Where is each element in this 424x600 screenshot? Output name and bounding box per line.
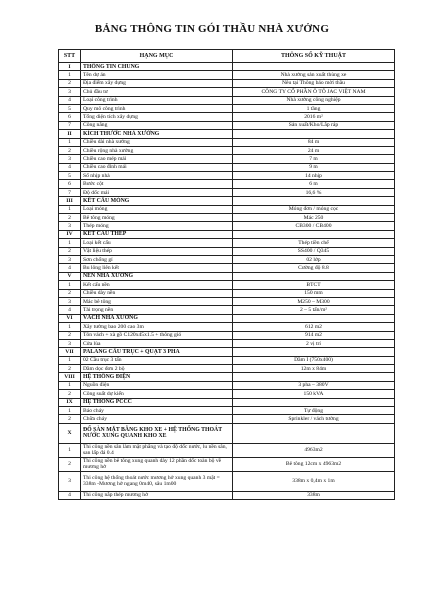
table-row [59,306,395,314]
row-number: III [59,197,81,205]
row-item: Nguồn điện [81,381,233,389]
row-spec: 150 kVA [233,390,395,398]
row-item: Tôn vách + xà gồ C120x45x1.5 + thông gió [81,331,233,339]
table-row [59,289,395,297]
row-spec: 12m x 84m [233,365,395,373]
row-item: Bê tông móng [81,214,233,222]
table-row [59,163,395,171]
row-item: KẾT CẤU MÓNG [81,197,233,205]
table-row [59,323,395,331]
row-spec [233,272,395,280]
row-number: 5 [59,172,81,180]
document-title: BẢNG THÔNG TIN GÓI THẦU NHÀ XƯỞNG [94,23,330,35]
row-number: 1 [59,205,81,213]
row-number: 2 [59,214,81,222]
row-number: 2 [59,331,81,339]
row-number: 2 [59,365,81,373]
row-item: KẾT CẤU THÉP [81,230,233,238]
row-item: Tổng diện tích xây dựng [81,113,233,121]
row-item: Thi công nền sân làm mặt phẳng và tạo độ dốc nước, lu nền sân, san lấp đá 0.4 [81,443,233,457]
row-spec: 7 m [233,155,395,163]
row-item: VÁCH NHÀ XƯỞNG [81,314,233,322]
row-item: Chiều rộng nhà xưởng [81,146,233,154]
row-number: 1 [59,281,81,289]
table-row [59,390,395,398]
row-item: Chiều dài nhà xưởng [81,138,233,146]
row-number: IV [59,230,81,238]
table-row [59,356,395,364]
row-spec [233,130,395,138]
row-item: Loại kết cấu [81,239,233,247]
row-spec: 02 lớp [233,255,395,263]
table-row [59,71,395,79]
row-spec: CÔNG TY CỔ PHẦN Ô TÔ JAC VIỆT NAM [233,88,395,96]
row-number: 2 [59,289,81,297]
row-spec: Thép tiền chế [233,239,395,247]
table-row [59,113,395,121]
row-number: 2 [59,146,81,154]
spec-table [58,49,395,500]
table-row [59,222,395,230]
table-row [59,365,395,373]
table-row [59,381,395,389]
row-number: VII [59,348,81,356]
table-row [59,331,395,339]
table-row [59,138,395,146]
row-number: 2 [59,457,81,471]
row-number: 2 [59,390,81,398]
table-header-row [59,50,395,63]
row-spec: 14 nhịp [233,172,395,180]
row-spec: 914 m2 [233,331,395,339]
row-number: 1 [59,407,81,415]
row-number: 7 [59,121,81,129]
row-spec: 84 m [233,138,395,146]
section-row [59,230,395,238]
row-number: 2 [59,79,81,87]
row-item: HỆ THỐNG ĐIỆN [81,373,233,381]
row-number: 3 [59,155,81,163]
table-row [59,88,395,96]
row-number: 3 [59,255,81,263]
row-number: 6 [59,180,81,188]
row-spec: 2 – 5 tấn/m² [233,306,395,314]
row-spec [233,373,395,381]
table-row [59,415,395,423]
row-spec: M250 – M300 [233,297,395,305]
table-row [59,214,395,222]
row-number: 1 [59,138,81,146]
row-item: Tải trọng nền [81,306,233,314]
row-spec [233,230,395,238]
row-spec: 1 tầng [233,104,395,112]
row-item: KÍCH THƯỚC NHÀ XƯỞNG [81,130,233,138]
row-number: 1 [59,443,81,457]
row-number: 1 [59,71,81,79]
row-spec [233,63,395,71]
table-row [59,247,395,255]
row-number: I [59,63,81,71]
header-stt: STT [59,50,81,63]
row-item: Sơn chống gỉ [81,255,233,263]
row-number: 3 [59,222,81,230]
row-spec: Cường độ 8.8 [233,264,395,272]
row-number: 3 [59,339,81,347]
row-spec: 6 m [233,180,395,188]
row-item: ĐỔ SÀN MẶT BẰNG KHO XE + HỆ THỐNG THOÁT NƯỚC XUNG QUANH KHO XE [81,423,233,443]
row-number: VIII [59,373,81,381]
row-item: Mác bê tông [81,297,233,305]
row-spec: 3 pha – 380V [233,381,395,389]
row-spec: Nhà xưởng công nghiệp [233,96,395,104]
row-item: Độ dốc mái [81,188,233,196]
row-spec [233,398,395,406]
row-item: Công suất dự kiến [81,390,233,398]
section-row [59,314,395,322]
row-item: Xây tường bao 200 cao 3m [81,323,233,331]
section-row [59,130,395,138]
row-number: 7 [59,188,81,196]
row-spec: Nhà xưởng sản xuất thùng xe [233,71,395,79]
row-number: V [59,272,81,280]
row-spec [233,197,395,205]
section-row [59,398,395,406]
row-spec: Sprinkler / vách tường [233,415,395,423]
row-spec [233,348,395,356]
row-number: 4 [59,96,81,104]
row-spec: 150 mm [233,289,395,297]
row-item: Chiều cao mép mái [81,155,233,163]
table-row [59,205,395,213]
row-item: Quy mô công trình [81,104,233,112]
row-number: 5 [59,104,81,112]
row-item: Cửa lùa [81,339,233,347]
table-row [59,155,395,163]
row-spec: 24 m [233,146,395,154]
table-row [59,104,395,112]
row-item: Dầm dọc đơn 2 bộ [81,365,233,373]
table-row [59,407,395,415]
table-row [59,281,395,289]
row-spec: CB300 / CB400 [233,222,395,230]
row-item: Loại công trình [81,96,233,104]
row-number: 2 [59,415,81,423]
row-item: Bước cột [81,180,233,188]
section-row [59,272,395,280]
row-item: Chiều dày nền [81,289,233,297]
section-row [59,348,395,356]
row-item: Thi công nắp thép mương hở [81,491,233,499]
table-row [59,297,395,305]
section-row [59,423,395,443]
row-number: IX [59,398,81,406]
row-item: Số nhịp nhà [81,172,233,180]
row-spec: SS400 / Q345 [233,247,395,255]
row-item: 02 Cầu trục 3 tấn [81,356,233,364]
row-item: Địa điểm xây dựng [81,79,233,87]
row-item: NỀN NHÀ XƯỞNG [81,272,233,280]
header-item: HẠNG MỤC [81,50,233,63]
table-row [59,239,395,247]
table-body [59,63,395,500]
row-item: Chữa cháy [81,415,233,423]
row-item: Thép móng [81,222,233,230]
table-row [59,146,395,154]
table-row [59,264,395,272]
table-row [59,188,395,196]
row-spec: 2 vị trí [233,339,395,347]
row-number: 6 [59,113,81,121]
row-spec: 4963m2 [233,443,395,457]
table-row [59,457,395,471]
row-number: 3 [59,297,81,305]
row-number: 2 [59,247,81,255]
row-number: 4 [59,163,81,171]
row-spec: 9 m [233,163,395,171]
row-number: 1 [59,323,81,331]
row-item: Thi công nền bê tông xung quanh dày 12 phần dốc toàn bộ về mương hở [81,457,233,471]
section-row [59,197,395,205]
row-spec: 16,6 % [233,188,395,196]
table-row [59,180,395,188]
row-spec [233,314,395,322]
row-spec: 2016 m² [233,113,395,121]
section-row [59,373,395,381]
row-number: II [59,130,81,138]
row-number: 1 [59,356,81,364]
row-spec: Bê tông 12cm x 4963m2 [233,457,395,471]
row-spec: 338m x 0,4m x 1m [233,471,395,491]
row-item: Chủ đầu tư [81,88,233,96]
row-number: 4 [59,491,81,499]
row-number: 3 [59,88,81,96]
table-row [59,96,395,104]
row-number: VI [59,314,81,322]
table-row [59,121,395,129]
row-spec: Mác 250 [233,214,395,222]
row-spec: Tự động [233,407,395,415]
row-item: Chiều cao đỉnh mái [81,163,233,171]
row-item: PALANG CẦU TRỤC + QUẠT 3 PHA [81,348,233,356]
header-spec: THÔNG SỐ KỸ THUẬT [233,50,395,63]
row-item: Báo cháy [81,407,233,415]
row-spec: Móng đơn / móng cọc [233,205,395,213]
row-spec: Sản xuất/Kho/Lắp ráp [233,121,395,129]
row-item: Bu lông liên kết [81,264,233,272]
row-spec: Dầm I (750x400) [233,356,395,364]
row-spec: 612 m2 [233,323,395,331]
row-spec: 338m [233,491,395,499]
row-number: X [59,423,81,443]
row-item: Thi công hệ thống thoát nước mương hở xung quanh 3 mặt = 338m -Mương hở ngang 0m40, sâu 1m00 [81,471,233,491]
table-row [59,339,395,347]
row-item: Loại móng [81,205,233,213]
row-item: Công năng [81,121,233,129]
row-spec: BTCT [233,281,395,289]
row-item: Tên dự án [81,71,233,79]
row-number: 1 [59,381,81,389]
row-spec: Nêu tại Thông báo mời thầu [233,79,395,87]
table-row [59,172,395,180]
row-item: THÔNG TIN CHUNG [81,63,233,71]
row-number: 1 [59,239,81,247]
table-row [59,491,395,499]
row-item: Vật liệu thép [81,247,233,255]
table-row [59,471,395,491]
row-number: 4 [59,306,81,314]
row-spec [233,423,395,443]
table-row [59,443,395,457]
table-row [59,255,395,263]
row-number: 3 [59,471,81,491]
section-row [59,63,395,71]
table-row [59,79,395,87]
row-number: 4 [59,264,81,272]
row-item: HỆ THỐNG PCCC [81,398,233,406]
row-item: Kết cấu nền [81,281,233,289]
